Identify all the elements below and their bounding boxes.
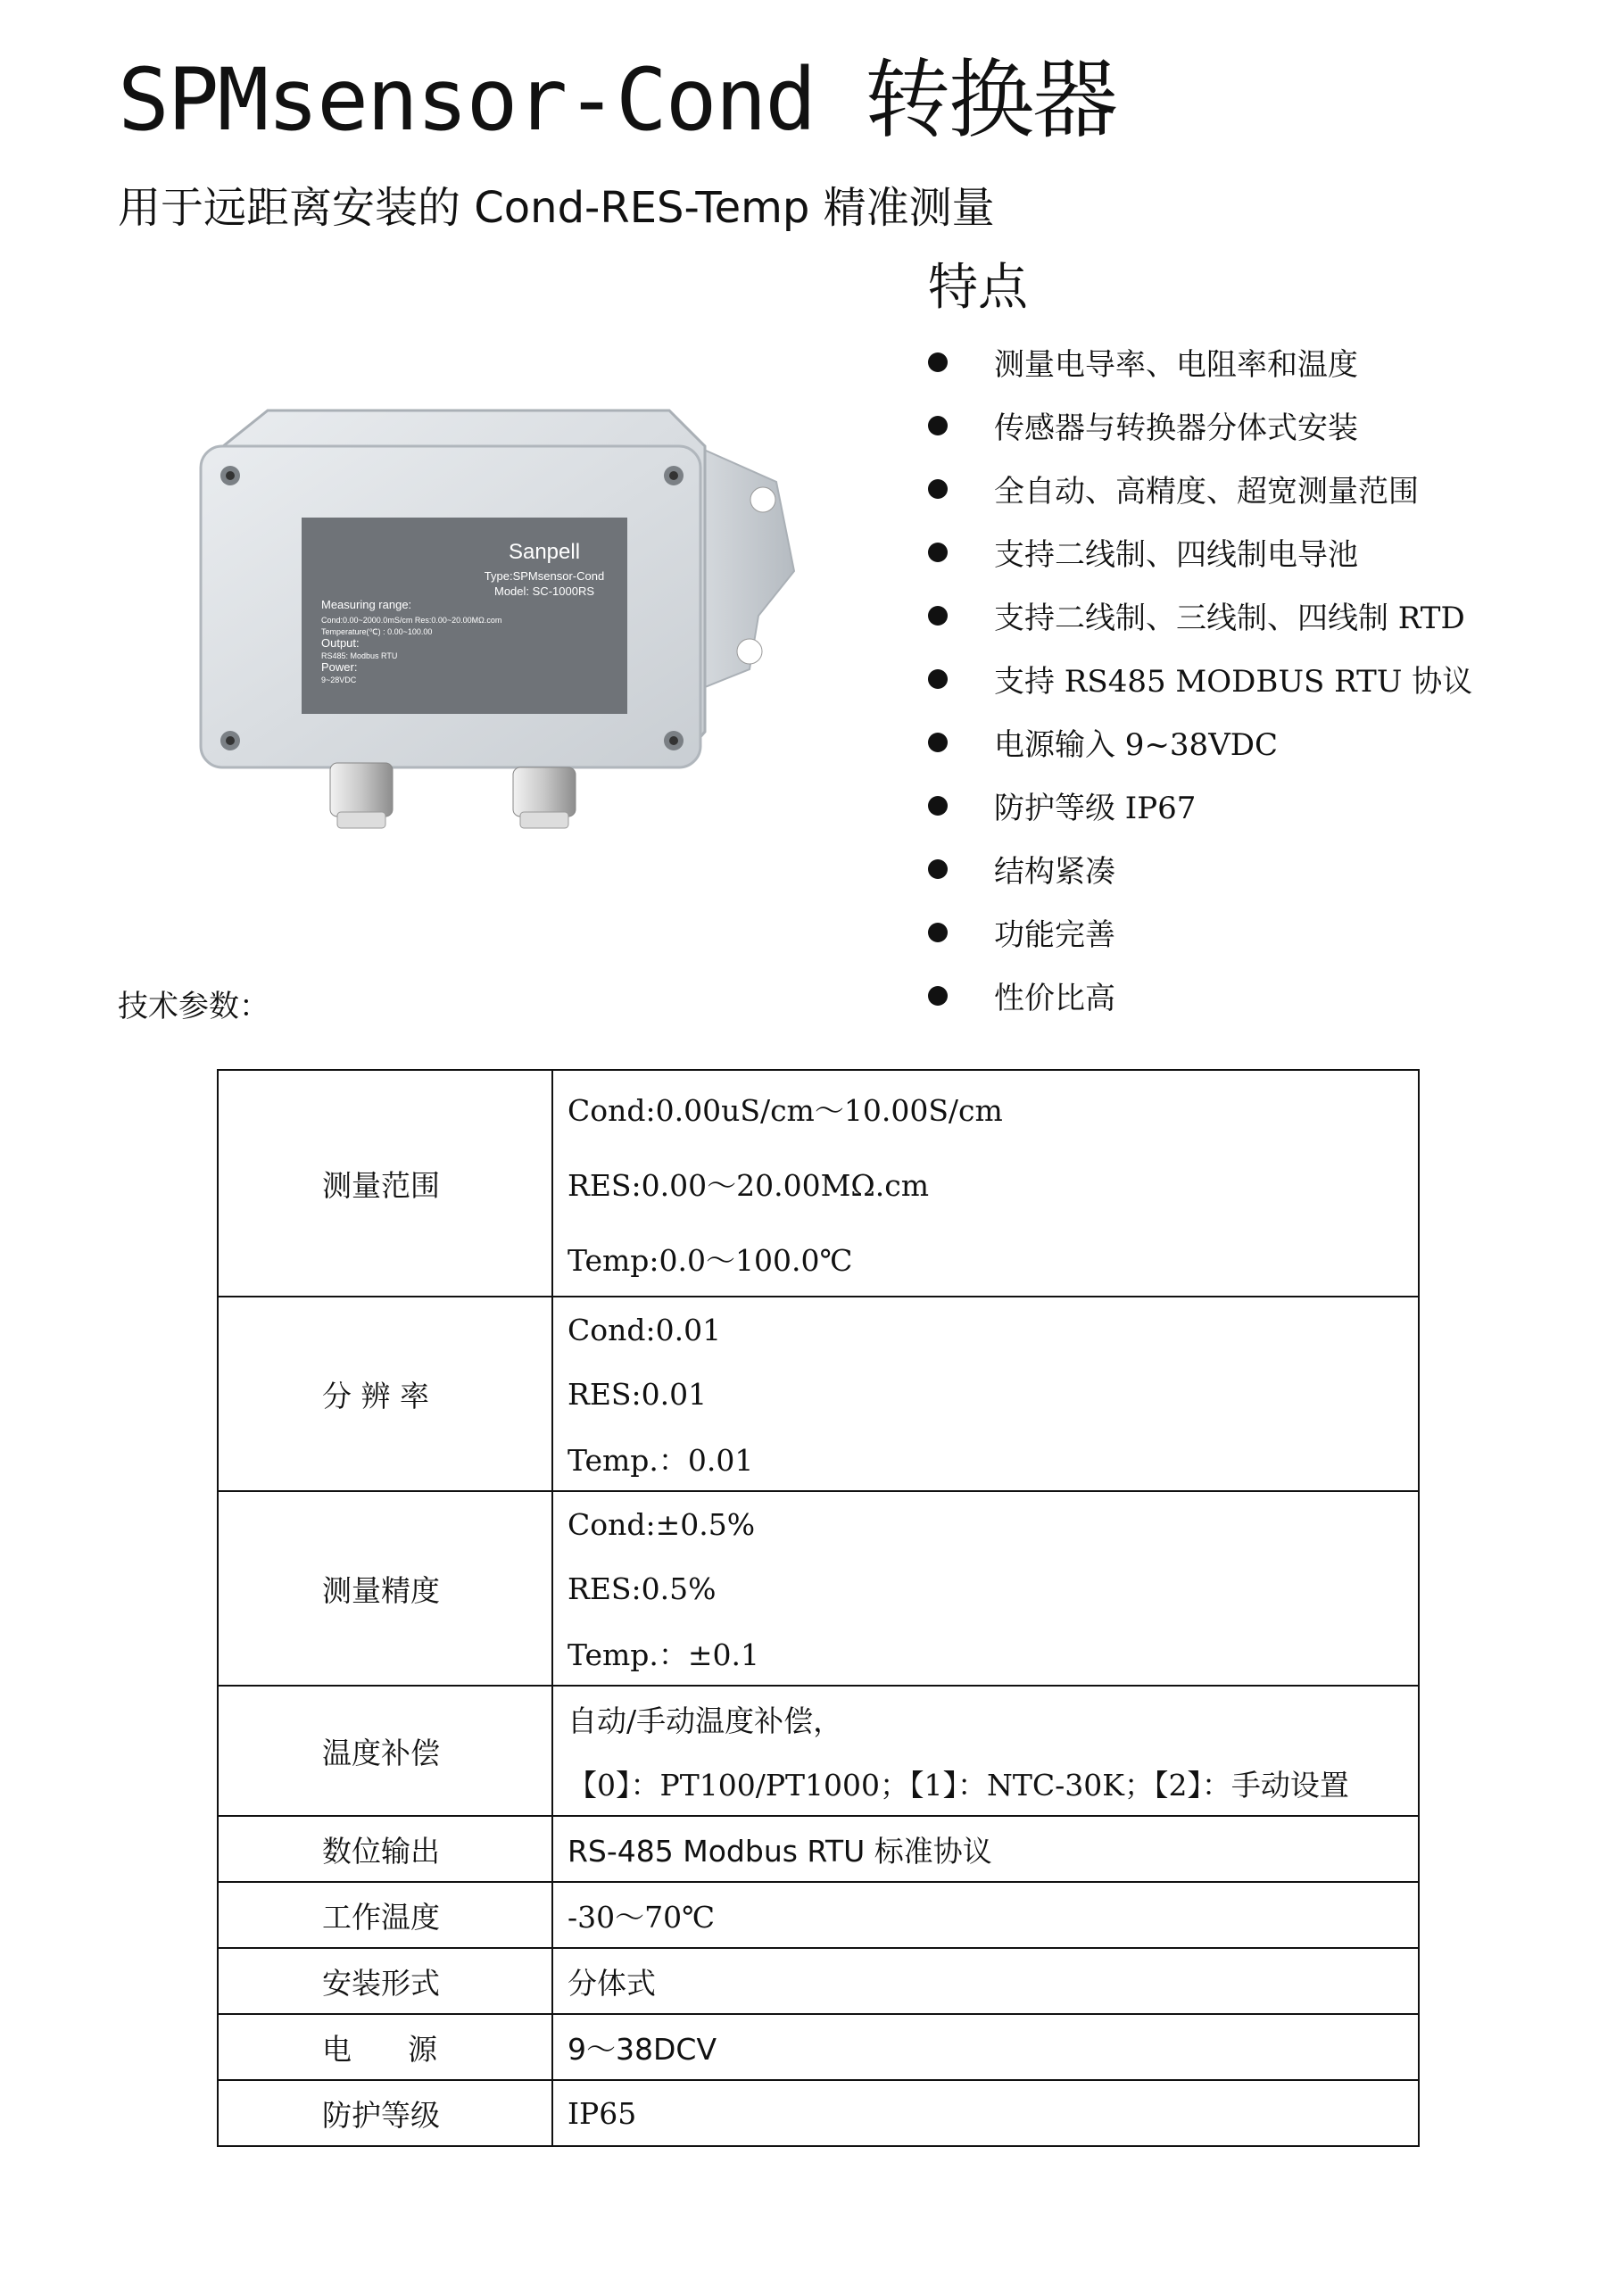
document-title: SPMsensor-Cond 转换器 [118, 50, 1116, 150]
table-row [218, 2080, 1419, 2146]
spec-value [552, 1816, 1419, 1882]
spec-value-line: 分体式 [568, 1965, 656, 2001]
bullet-icon [928, 543, 948, 562]
spec-value-line: Cond:0.01 [568, 1312, 722, 1347]
label-line: 9~28VDC [321, 676, 357, 684]
spec-value-line: RES:0.5% [568, 1571, 717, 1606]
label-line: Cond:0.00~2000.0mS/cm Res:0.00~20.00MΩ.com [321, 616, 502, 625]
spec-value [552, 2014, 1419, 2080]
spec-value [552, 1948, 1419, 2014]
feature-text: 功能完善 [994, 917, 1115, 953]
label-model: Model: SC-1000RS [494, 584, 594, 598]
spec-key: 工作温度 [218, 1882, 552, 1948]
spec-value-line: 自动/手动温度补偿， [568, 1703, 843, 1738]
label-line: Temperature(℃) : 0.00~100.00 [321, 627, 433, 636]
label-line: Power: [321, 660, 358, 674]
spec-value-line: Temp.：±0.1 [568, 1637, 760, 1672]
spec-value-line: 【0】：PT100/PT1000；【1】：NTC-30K；【2】：手动设置 [568, 1767, 1349, 1803]
feature-item [928, 900, 1472, 964]
label-brand: Sanpell [508, 540, 581, 564]
table-row [218, 1070, 1419, 1297]
spec-value [552, 1070, 1419, 1297]
feature-text: 全自动、高精度、超宽测量范围 [994, 474, 1419, 510]
feature-text: 结构紧凑 [994, 854, 1115, 890]
feature-text: 支持二线制、四线制电导池 [994, 537, 1358, 573]
spec-key: 安装形式 [218, 1948, 552, 2014]
spec-key: 温度补偿 [218, 1686, 552, 1816]
spec-value-line: RS-485 Modbus RTU 标准协议 [568, 1833, 992, 1869]
label-line: RS485: Modbus RTU [321, 651, 398, 660]
feature-item [928, 520, 1472, 584]
table-row [218, 1816, 1419, 1882]
feature-text: 支持 RS485 MODBUS RTU 协议 [994, 664, 1473, 700]
feature-item [928, 584, 1472, 647]
feature-item [928, 457, 1472, 520]
feature-text: 支持二线制、三线制、四线制 RTD [994, 601, 1465, 636]
table-row [218, 1948, 1419, 2014]
spec-value-line: 9～38DCV [568, 2031, 717, 2067]
bullet-icon [928, 859, 948, 879]
bullet-icon [928, 796, 948, 816]
spec-value-line: Cond:0.00uS/cm～10.00S/cm [568, 1092, 1003, 1128]
spec-value [552, 1686, 1419, 1816]
table-row [218, 1882, 1419, 1948]
feature-item [928, 964, 1472, 1027]
label-type: Type:SPMsensor-Cond [484, 569, 605, 583]
bullet-icon [928, 416, 948, 435]
features-title: 特点 [928, 259, 1028, 317]
bullet-icon [928, 733, 948, 752]
spec-key: 测量精度 [218, 1491, 552, 1686]
spec-key: 防护等级 [218, 2080, 552, 2146]
label-line: Measuring range: [321, 598, 412, 611]
bullet-icon [928, 479, 948, 499]
table-row [218, 1491, 1419, 1686]
bullet-icon [928, 923, 948, 942]
feature-item [928, 837, 1472, 900]
label-line: Output: [321, 636, 360, 650]
spec-value-line: RES:0.00～20.00MΩ.cm [568, 1167, 930, 1203]
spec-value-line: IP65 [568, 2095, 637, 2131]
spec-value-line: -30～70℃ [568, 1899, 716, 1935]
spec-table [217, 1069, 1420, 2147]
feature-text: 电源输入 9~38VDC [994, 727, 1279, 763]
spec-value-line: Temp:0.0～100.0℃ [568, 1242, 853, 1278]
features-list [928, 330, 1472, 1027]
spec-value-line: RES:0.01 [568, 1376, 708, 1412]
feature-text: 测量电导率、电阻率和温度 [994, 347, 1358, 383]
spec-key: 测量范围 [218, 1070, 552, 1297]
feature-item [928, 647, 1472, 710]
spec-value [552, 1882, 1419, 1948]
product-image [170, 393, 812, 839]
spec-value [552, 1297, 1419, 1491]
feature-text: 传感器与转换器分体式安装 [994, 410, 1358, 446]
bullet-icon [928, 352, 948, 372]
spec-value-line: Temp.：0.01 [568, 1442, 754, 1478]
table-row [218, 1686, 1419, 1816]
feature-item [928, 330, 1472, 394]
feature-text: 防护等级 IP67 [994, 791, 1197, 826]
feature-item [928, 710, 1472, 774]
spec-key: 电 源 [218, 2014, 552, 2080]
tech-params-label: 技术参数： [118, 989, 269, 1024]
spec-value [552, 2080, 1419, 2146]
document-subtitle: 用于远距离安装的 Cond-RES-Temp 精准测量 [118, 183, 995, 233]
feature-text: 性价比高 [994, 981, 1115, 1016]
spec-value-line: Cond:±0.5% [568, 1506, 756, 1542]
feature-item [928, 394, 1472, 457]
table-row [218, 2014, 1419, 2080]
bullet-icon [928, 669, 948, 689]
spec-key: 数位输出 [218, 1816, 552, 1882]
spec-key: 分 辨 率 [218, 1297, 552, 1491]
bullet-icon [928, 606, 948, 626]
feature-item [928, 774, 1472, 837]
bullet-icon [928, 986, 948, 1006]
table-row [218, 1297, 1419, 1491]
spec-value [552, 1491, 1419, 1686]
